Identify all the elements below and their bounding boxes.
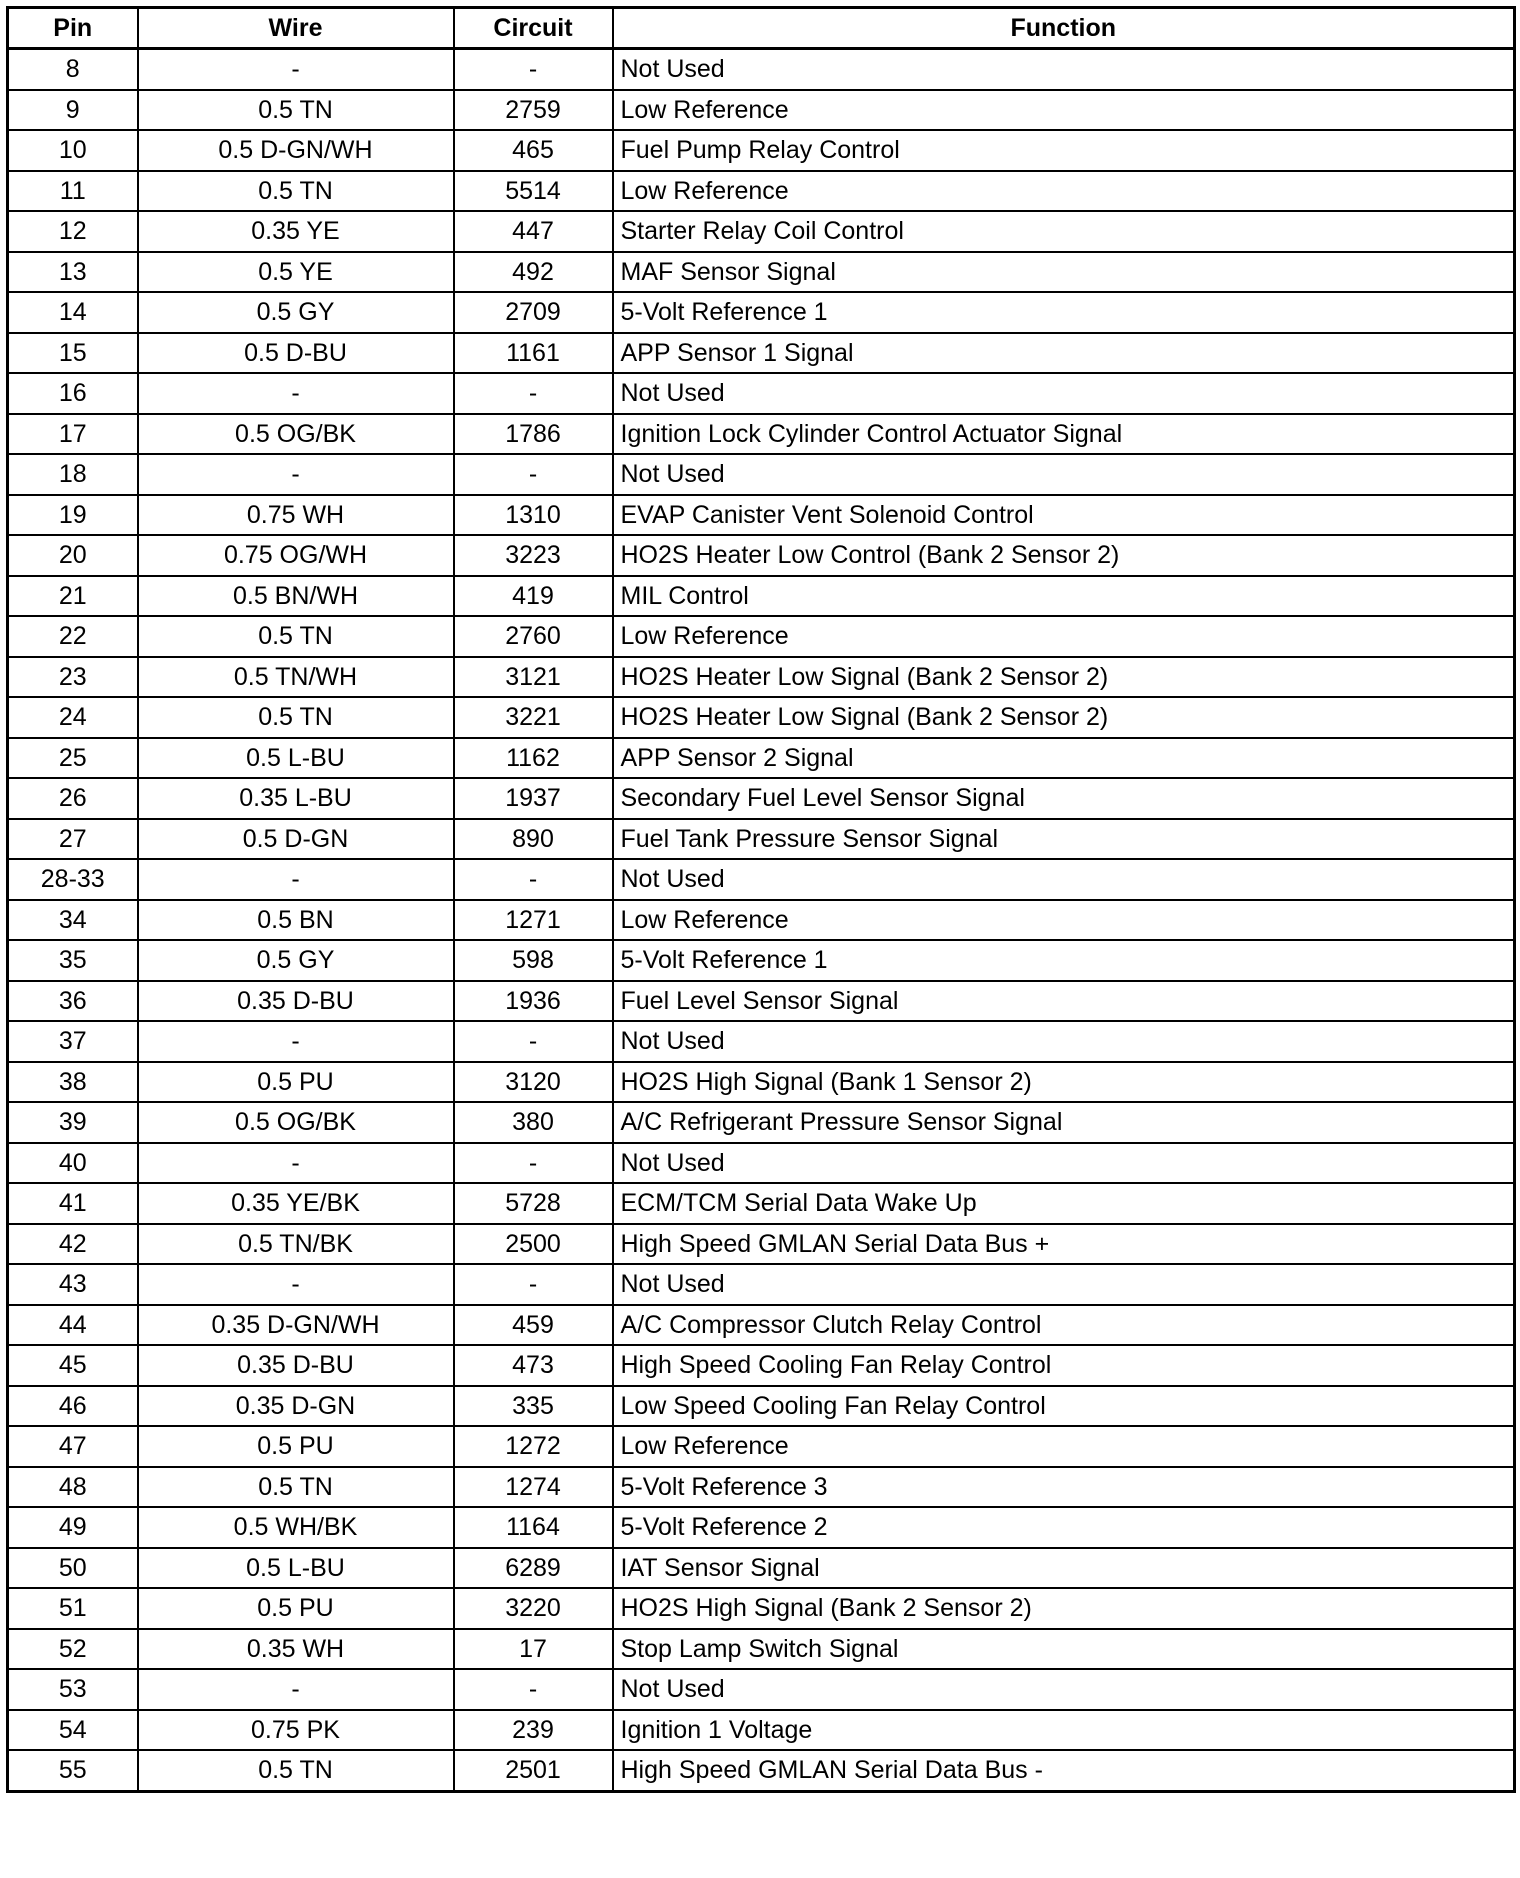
cell-wire: 0.5 OG/BK [138,414,454,455]
cell-wire: 0.5 PU [138,1062,454,1103]
cell-function: HO2S High Signal (Bank 1 Sensor 2) [613,1062,1515,1103]
cell-pin: 51 [8,1588,138,1629]
table-row [8,1548,1515,1589]
cell-wire: 0.35 WH [138,1629,454,1670]
cell-pin: 16 [8,373,138,414]
table-row [8,1183,1515,1224]
table-row [8,333,1515,374]
cell-wire: 0.5 TN [138,1467,454,1508]
table-row [8,1305,1515,1346]
cell-function: EVAP Canister Vent Solenoid Control [613,495,1515,536]
column-header-circuit: Circuit [454,8,613,49]
cell-function: IAT Sensor Signal [613,1548,1515,1589]
table-row [8,211,1515,252]
cell-wire: 0.35 L-BU [138,778,454,819]
cell-pin: 15 [8,333,138,374]
cell-function: Stop Lamp Switch Signal [613,1629,1515,1670]
cell-circuit: 2501 [454,1750,613,1791]
cell-circuit: 1937 [454,778,613,819]
table-row [8,373,1515,414]
table-row [8,1467,1515,1508]
cell-circuit: 3120 [454,1062,613,1103]
table-row [8,1224,1515,1265]
cell-function: 5-Volt Reference 1 [613,940,1515,981]
table-row [8,454,1515,495]
table-row [8,1102,1515,1143]
cell-function: Fuel Pump Relay Control [613,130,1515,171]
cell-circuit: 2760 [454,616,613,657]
cell-wire: 0.5 YE [138,252,454,293]
cell-pin: 37 [8,1021,138,1062]
table-row [8,1710,1515,1751]
cell-wire: 0.35 YE [138,211,454,252]
table-row [8,616,1515,657]
cell-function: HO2S High Signal (Bank 2 Sensor 2) [613,1588,1515,1629]
cell-pin: 43 [8,1264,138,1305]
cell-function: 5-Volt Reference 1 [613,292,1515,333]
cell-wire: 0.5 D-GN [138,819,454,860]
table-row [8,1345,1515,1386]
cell-pin: 54 [8,1710,138,1751]
cell-wire: 0.75 OG/WH [138,535,454,576]
cell-wire: 0.35 D-GN/WH [138,1305,454,1346]
cell-wire: 0.5 TN [138,697,454,738]
cell-circuit: 239 [454,1710,613,1751]
cell-circuit: 1310 [454,495,613,536]
cell-pin: 21 [8,576,138,617]
cell-wire: 0.35 D-BU [138,981,454,1022]
cell-circuit: - [454,1264,613,1305]
cell-circuit: 3121 [454,657,613,698]
cell-wire: - [138,1143,454,1184]
table-row [8,657,1515,698]
table-body [8,49,1515,1792]
cell-wire: 0.5 L-BU [138,1548,454,1589]
connector-pinout-sheet [6,6,1513,1793]
cell-circuit: 5728 [454,1183,613,1224]
cell-pin: 17 [8,414,138,455]
cell-function: Low Reference [613,1426,1515,1467]
cell-function: ECM/TCM Serial Data Wake Up [613,1183,1515,1224]
cell-function: Fuel Level Sensor Signal [613,981,1515,1022]
cell-pin: 25 [8,738,138,779]
cell-wire: 0.5 TN [138,90,454,131]
cell-wire: 0.5 PU [138,1588,454,1629]
cell-wire: 0.5 TN [138,616,454,657]
table-row [8,697,1515,738]
table-row [8,49,1515,90]
cell-circuit: 1164 [454,1507,613,1548]
cell-function: Low Reference [613,900,1515,941]
cell-wire: 0.35 D-GN [138,1386,454,1427]
table-row [8,1588,1515,1629]
cell-function: Low Reference [613,171,1515,212]
cell-circuit: 1786 [454,414,613,455]
cell-function: APP Sensor 1 Signal [613,333,1515,374]
cell-function: High Speed Cooling Fan Relay Control [613,1345,1515,1386]
cell-function: HO2S Heater Low Signal (Bank 2 Sensor 2) [613,697,1515,738]
cell-circuit: 1272 [454,1426,613,1467]
cell-pin: 55 [8,1750,138,1791]
cell-wire: 0.5 BN [138,900,454,941]
table-row [8,1386,1515,1427]
cell-function: 5-Volt Reference 3 [613,1467,1515,1508]
cell-circuit: 1936 [454,981,613,1022]
cell-circuit: 2759 [454,90,613,131]
cell-wire: 0.75 PK [138,1710,454,1751]
cell-function: HO2S Heater Low Signal (Bank 2 Sensor 2) [613,657,1515,698]
cell-function: A/C Compressor Clutch Relay Control [613,1305,1515,1346]
cell-circuit: 1162 [454,738,613,779]
cell-pin: 35 [8,940,138,981]
cell-function: Not Used [613,859,1515,900]
cell-pin: 45 [8,1345,138,1386]
cell-pin: 40 [8,1143,138,1184]
cell-function: Not Used [613,1669,1515,1710]
cell-pin: 42 [8,1224,138,1265]
cell-pin: 26 [8,778,138,819]
cell-circuit: - [454,373,613,414]
cell-wire: - [138,373,454,414]
table-row [8,1750,1515,1791]
table-row [8,1143,1515,1184]
table-row [8,535,1515,576]
cell-pin: 13 [8,252,138,293]
cell-function: Secondary Fuel Level Sensor Signal [613,778,1515,819]
cell-pin: 53 [8,1669,138,1710]
table-row [8,1426,1515,1467]
cell-circuit: 459 [454,1305,613,1346]
cell-pin: 38 [8,1062,138,1103]
cell-wire: 0.5 L-BU [138,738,454,779]
cell-function: A/C Refrigerant Pressure Sensor Signal [613,1102,1515,1143]
cell-pin: 20 [8,535,138,576]
cell-pin: 36 [8,981,138,1022]
cell-pin: 22 [8,616,138,657]
cell-circuit: 5514 [454,171,613,212]
cell-circuit: 1161 [454,333,613,374]
cell-wire: 0.5 BN/WH [138,576,454,617]
cell-circuit: 17 [454,1629,613,1670]
column-header-function: Function [613,8,1515,49]
cell-pin: 41 [8,1183,138,1224]
cell-function: Not Used [613,373,1515,414]
cell-function: High Speed GMLAN Serial Data Bus - [613,1750,1515,1791]
cell-function: 5-Volt Reference 2 [613,1507,1515,1548]
cell-function: Fuel Tank Pressure Sensor Signal [613,819,1515,860]
cell-function: Not Used [613,1021,1515,1062]
cell-circuit: 492 [454,252,613,293]
cell-circuit: 2709 [454,292,613,333]
cell-function: MAF Sensor Signal [613,252,1515,293]
cell-wire: 0.5 TN/BK [138,1224,454,1265]
cell-wire: - [138,1264,454,1305]
cell-function: MIL Control [613,576,1515,617]
cell-circuit: 335 [454,1386,613,1427]
cell-circuit: 473 [454,1345,613,1386]
cell-circuit: 598 [454,940,613,981]
table-row [8,495,1515,536]
cell-function: Ignition Lock Cylinder Control Actuator Signal [613,414,1515,455]
table-row [8,900,1515,941]
cell-pin: 50 [8,1548,138,1589]
cell-pin: 52 [8,1629,138,1670]
cell-wire: 0.5 GY [138,940,454,981]
cell-pin: 9 [8,90,138,131]
table-row [8,778,1515,819]
cell-function: Low Reference [613,90,1515,131]
table-row [8,576,1515,617]
table-header-row [8,8,1515,49]
cell-function: HO2S Heater Low Control (Bank 2 Sensor 2) [613,535,1515,576]
cell-wire: 0.5 WH/BK [138,1507,454,1548]
cell-pin: 8 [8,49,138,90]
cell-circuit: 465 [454,130,613,171]
cell-function: Starter Relay Coil Control [613,211,1515,252]
cell-pin: 19 [8,495,138,536]
cell-pin: 28-33 [8,859,138,900]
cell-pin: 12 [8,211,138,252]
table-row [8,1629,1515,1670]
column-header-pin: Pin [8,8,138,49]
cell-pin: 34 [8,900,138,941]
cell-pin: 10 [8,130,138,171]
cell-circuit: 3220 [454,1588,613,1629]
cell-circuit: - [454,859,613,900]
table-row [8,252,1515,293]
cell-circuit: 1274 [454,1467,613,1508]
table-row [8,130,1515,171]
table-row [8,90,1515,131]
cell-pin: 27 [8,819,138,860]
cell-wire: 0.5 OG/BK [138,1102,454,1143]
cell-wire: 0.35 D-BU [138,1345,454,1386]
cell-function: Not Used [613,1264,1515,1305]
cell-circuit: 6289 [454,1548,613,1589]
cell-function: APP Sensor 2 Signal [613,738,1515,779]
cell-circuit: - [454,454,613,495]
table-row [8,1507,1515,1548]
cell-function: Not Used [613,1143,1515,1184]
cell-wire: 0.5 TN/WH [138,657,454,698]
table-row [8,1264,1515,1305]
table-row [8,1062,1515,1103]
cell-wire: - [138,1669,454,1710]
cell-pin: 24 [8,697,138,738]
cell-circuit: 419 [454,576,613,617]
cell-wire: - [138,49,454,90]
cell-wire: - [138,859,454,900]
table-row [8,414,1515,455]
cell-circuit: - [454,1143,613,1184]
table-row [8,292,1515,333]
table-row [8,1021,1515,1062]
cell-wire: 0.5 GY [138,292,454,333]
cell-wire: 0.75 WH [138,495,454,536]
cell-circuit: 380 [454,1102,613,1143]
table-row [8,738,1515,779]
cell-function: High Speed GMLAN Serial Data Bus + [613,1224,1515,1265]
cell-pin: 39 [8,1102,138,1143]
table-row [8,1669,1515,1710]
cell-wire: 0.5 D-GN/WH [138,130,454,171]
cell-function: Not Used [613,49,1515,90]
cell-wire: 0.5 TN [138,1750,454,1791]
table-row [8,171,1515,212]
table-row [8,859,1515,900]
cell-pin: 49 [8,1507,138,1548]
cell-circuit: 890 [454,819,613,860]
cell-circuit: - [454,49,613,90]
cell-function: Not Used [613,454,1515,495]
cell-wire: 0.5 D-BU [138,333,454,374]
table-row [8,819,1515,860]
column-header-wire: Wire [138,8,454,49]
cell-wire: - [138,454,454,495]
cell-circuit: 3223 [454,535,613,576]
table-row [8,981,1515,1022]
cell-pin: 14 [8,292,138,333]
cell-circuit: 447 [454,211,613,252]
cell-function: Low Reference [613,616,1515,657]
cell-pin: 48 [8,1467,138,1508]
cell-circuit: 3221 [454,697,613,738]
connector-pinout-table [6,6,1516,1793]
cell-circuit: - [454,1021,613,1062]
cell-pin: 23 [8,657,138,698]
cell-wire: 0.5 PU [138,1426,454,1467]
cell-circuit: - [454,1669,613,1710]
cell-pin: 11 [8,171,138,212]
cell-wire: - [138,1021,454,1062]
cell-pin: 46 [8,1386,138,1427]
cell-pin: 18 [8,454,138,495]
cell-pin: 44 [8,1305,138,1346]
cell-function: Ignition 1 Voltage [613,1710,1515,1751]
cell-function: Low Speed Cooling Fan Relay Control [613,1386,1515,1427]
table-row [8,940,1515,981]
cell-wire: 0.35 YE/BK [138,1183,454,1224]
cell-wire: 0.5 TN [138,171,454,212]
cell-circuit: 1271 [454,900,613,941]
cell-pin: 47 [8,1426,138,1467]
cell-circuit: 2500 [454,1224,613,1265]
